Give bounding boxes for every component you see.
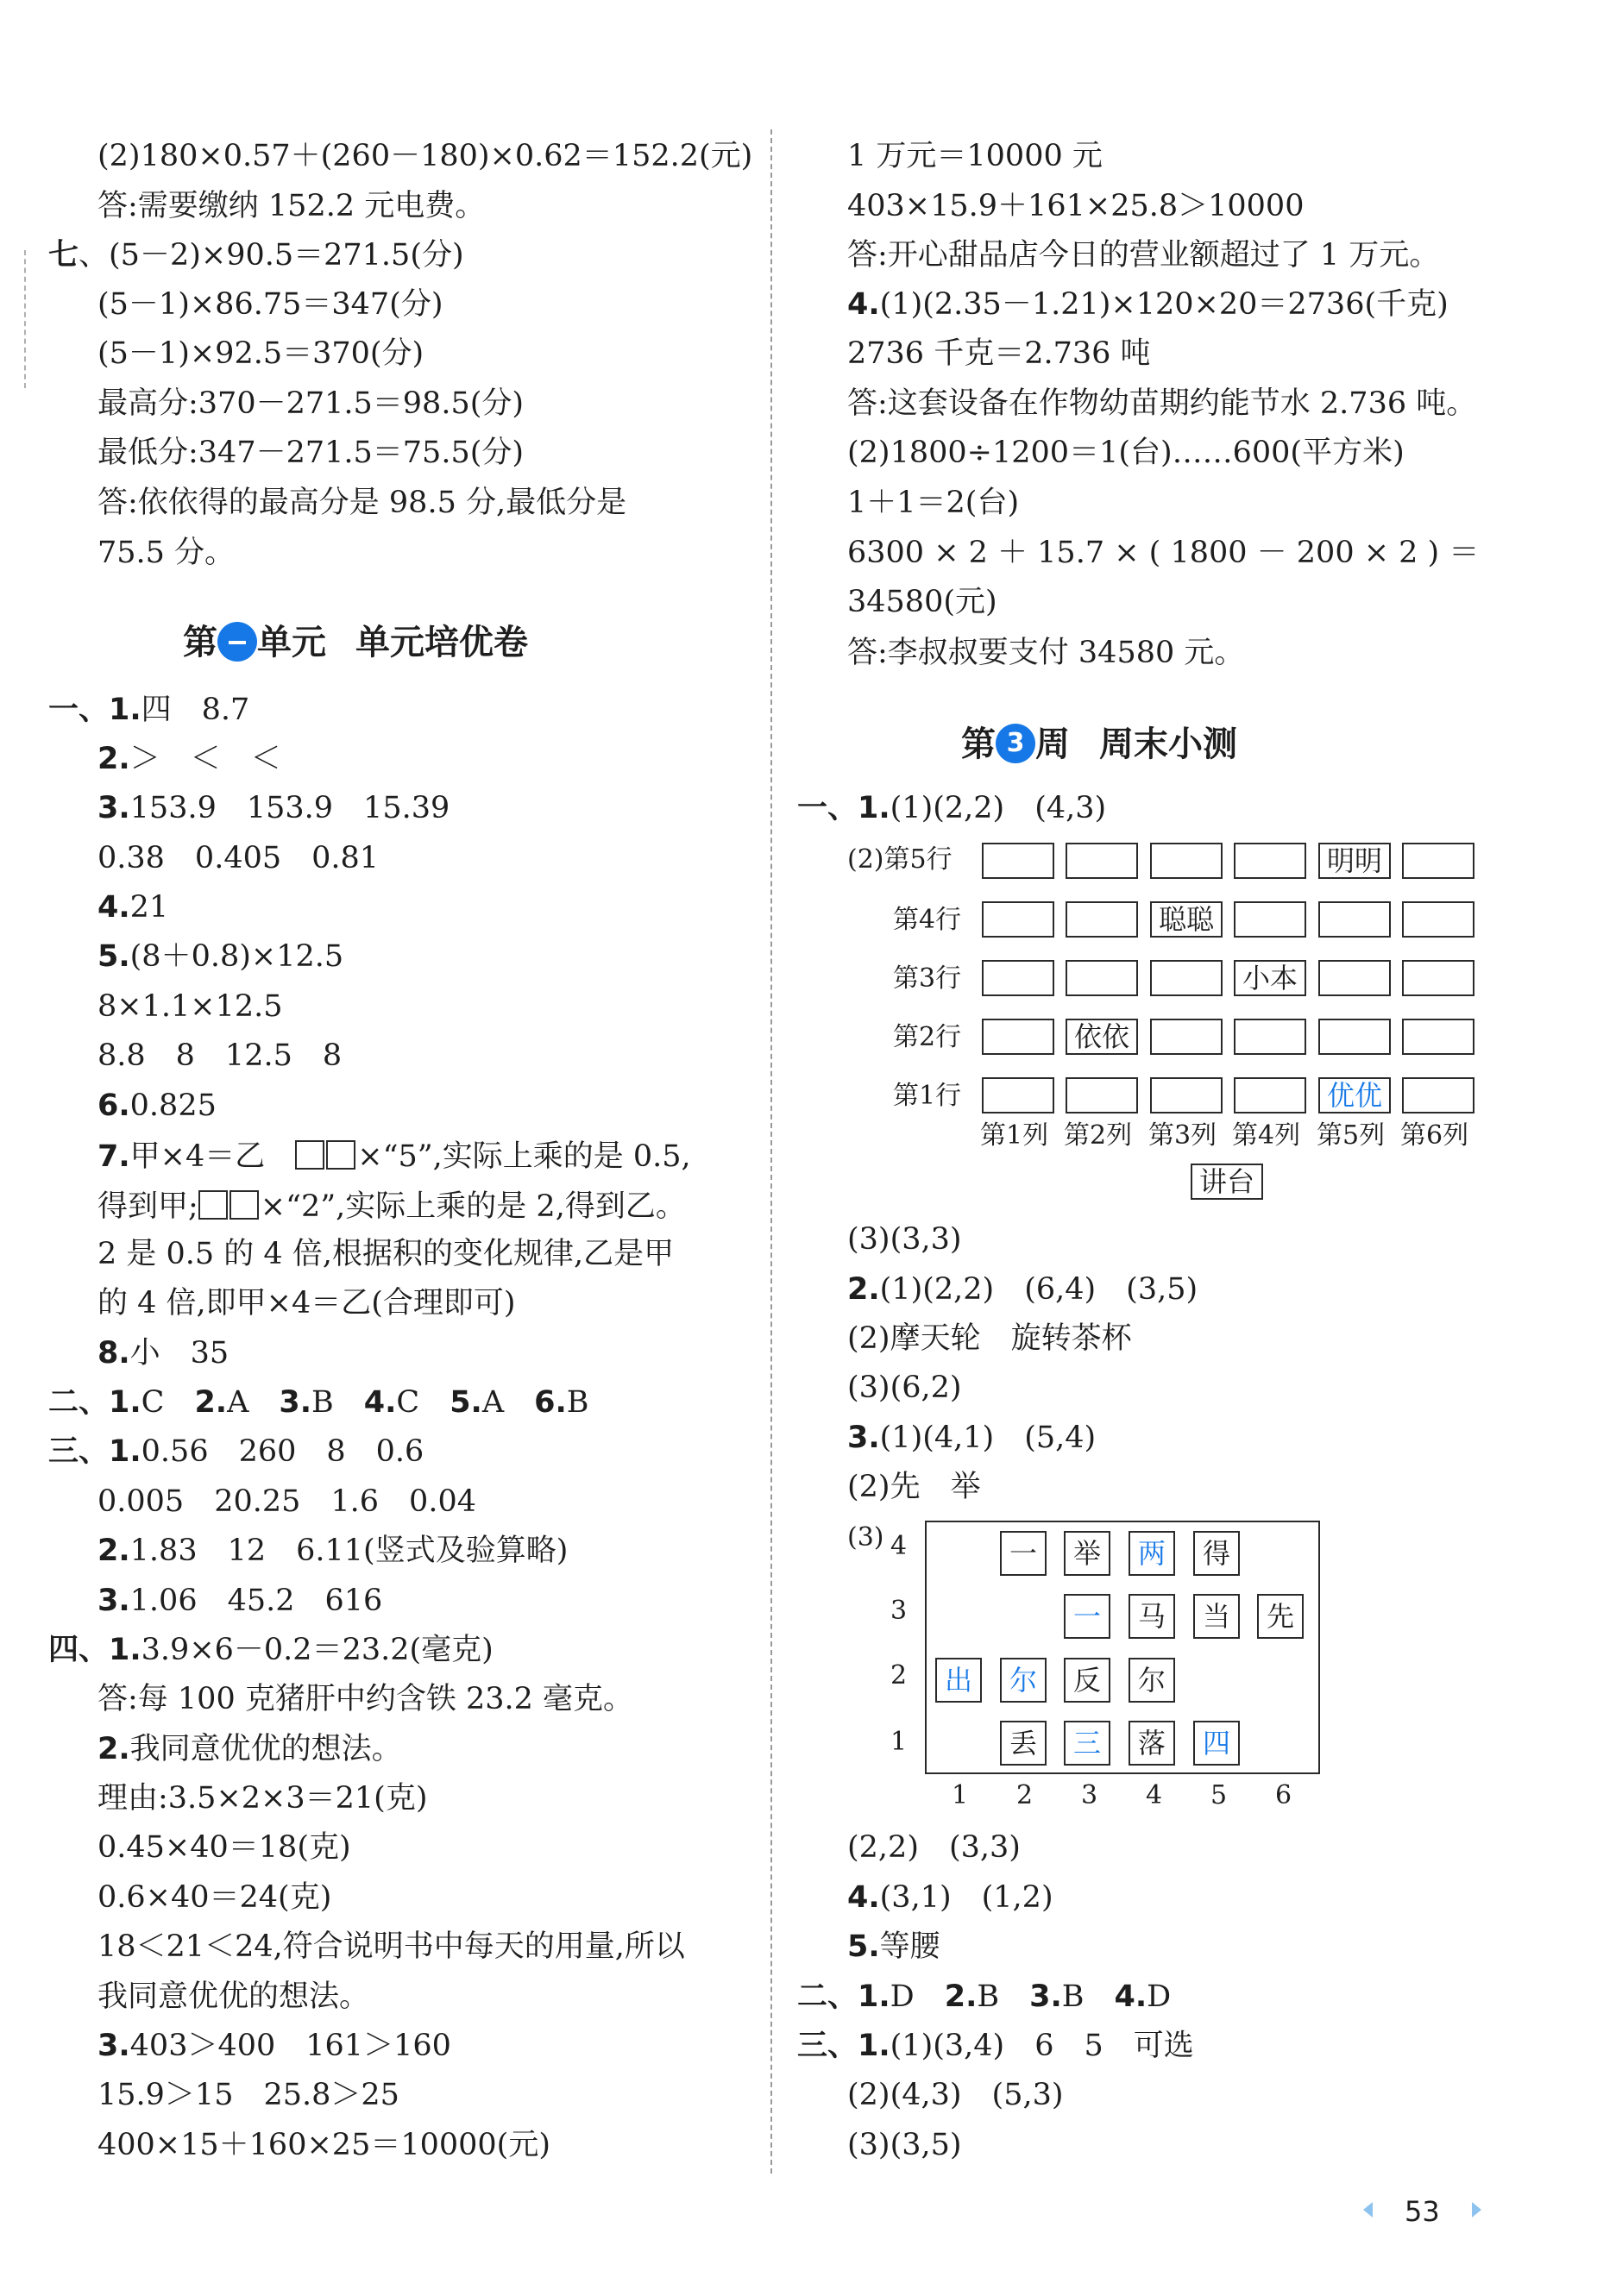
blank-box bbox=[229, 1190, 259, 1220]
char-cell-highlight: 出 bbox=[935, 1658, 982, 1703]
answer-line: 8.8 8 12.5 8 bbox=[97, 1038, 343, 1073]
seat-box bbox=[1234, 1019, 1306, 1055]
answer-line: 一、1.(1)(2,2) (4,3) bbox=[797, 791, 1107, 825]
answer-line: (3)(6,2) bbox=[847, 1371, 962, 1405]
col-label: 第6列 bbox=[1400, 1120, 1469, 1151]
answer-line: 答:每 100 克猪肝中约含铁 23.2 毫克。 bbox=[97, 1682, 634, 1716]
unit-number-badge bbox=[217, 622, 257, 662]
answer-line: 8×1.1×12.5 bbox=[97, 989, 283, 1024]
seat-box bbox=[1066, 901, 1138, 938]
answer-line: 15.9＞15 25.8＞25 bbox=[97, 2078, 399, 2112]
answer-line: 1＋1＝2(台) bbox=[847, 486, 1020, 520]
seat-box bbox=[1402, 843, 1474, 879]
answer-line: 2736 千克＝2.736 吨 bbox=[847, 336, 1151, 371]
char-cell: 丢 bbox=[1000, 1721, 1047, 1766]
answer-line: (2)(4,3) (5,3) bbox=[847, 2078, 1064, 2112]
answer-line: 5.等腰 bbox=[847, 1929, 940, 1964]
answer-line: (3)(3,5) bbox=[847, 2128, 962, 2162]
x-label: 2 bbox=[1016, 1780, 1034, 1810]
answer-line: 二、1.D 2.B 3.B 4.D bbox=[797, 1979, 1172, 2014]
answer-line: (5－1)×92.5＝370(分) bbox=[97, 336, 424, 371]
answer-line: 2.(1)(2,2) (6,4) (3,5) bbox=[847, 1272, 1198, 1307]
answer-line: 34580(元) bbox=[847, 585, 997, 619]
char-cell: 得 bbox=[1193, 1531, 1240, 1576]
answer-line: 0.6×40＝24(克) bbox=[97, 1880, 332, 1915]
answer-line: (2)1800÷1200＝1(台)……600(平方米) bbox=[847, 436, 1405, 470]
char-cell-highlight: 四 bbox=[1193, 1721, 1240, 1766]
blank-box bbox=[326, 1140, 355, 1170]
seat-box-name-highlight: 优优 bbox=[1318, 1077, 1391, 1113]
answer-line: 3.(1)(4,1) (5,4) bbox=[847, 1421, 1097, 1455]
y-label: 1 bbox=[890, 1727, 908, 1757]
char-cell: 落 bbox=[1129, 1721, 1175, 1766]
seat-box bbox=[1150, 1077, 1223, 1113]
char-cell: 反 bbox=[1064, 1658, 1110, 1703]
seat-box bbox=[982, 1019, 1054, 1055]
answer-line: 答:李叔叔要支付 34580 元。 bbox=[847, 636, 1245, 670]
x-label: 6 bbox=[1275, 1780, 1292, 1810]
seat-box bbox=[1402, 901, 1474, 938]
answer-line: 4.(1)(2.35－1.21)×120×20＝2736(千克) bbox=[847, 287, 1449, 322]
answer-line: 403×15.9＋161×25.8＞10000 bbox=[847, 189, 1305, 223]
answer-line: 6300 × 2 ＋ 15.7 × ( 1800 － 200 × 2 ) ＝ bbox=[847, 536, 1480, 570]
seat-box bbox=[1234, 901, 1306, 938]
seat-box bbox=[1402, 1077, 1474, 1113]
section-number: 七 bbox=[48, 238, 79, 273]
row-label: 第4行 bbox=[893, 905, 962, 935]
col-label: 第4列 bbox=[1232, 1120, 1301, 1151]
y-label: 2 bbox=[890, 1660, 908, 1691]
seat-box-name: 依依 bbox=[1066, 1019, 1138, 1055]
answer-line: 0.45×40＝18(克) bbox=[97, 1830, 351, 1865]
char-cell-highlight: 两 bbox=[1129, 1531, 1175, 1576]
answer-line: 的 4 倍,即甲×4＝乙(合理即可) bbox=[97, 1286, 516, 1321]
next-arrow-icon bbox=[1472, 2202, 1481, 2218]
answer-line: 6.0.825 bbox=[97, 1088, 217, 1123]
seat-box-name: 小本 bbox=[1234, 960, 1306, 996]
seat-box bbox=[982, 960, 1054, 996]
answer-line: 三、1.0.56 260 8 0.6 bbox=[48, 1434, 424, 1469]
seat-box-name: 明明 bbox=[1318, 843, 1391, 879]
answer-line: 四、1.3.9×6－0.2＝23.2(毫克) bbox=[48, 1633, 494, 1667]
page-number: 53 bbox=[1405, 2195, 1440, 2228]
x-label: 3 bbox=[1081, 1780, 1098, 1810]
seat-box bbox=[1402, 960, 1474, 996]
answer-line: (2,2) (3,3) bbox=[847, 1830, 1021, 1865]
answer-line: 答:依依得的最高分是 98.5 分,最低分是 bbox=[97, 486, 627, 520]
answer-line: 0.38 0.405 0.81 bbox=[97, 841, 380, 875]
answer-line: 75.5 分。 bbox=[97, 536, 236, 570]
answer-line: 2.1.83 12 6.11(竖式及验算略) bbox=[97, 1534, 569, 1568]
char-cell: 马 bbox=[1129, 1594, 1175, 1639]
week-title: 第 3 周 周末小测 bbox=[961, 725, 1237, 764]
answer-line: 2.＞ ＜ ＜ bbox=[97, 742, 281, 776]
col-label: 第1列 bbox=[980, 1120, 1049, 1151]
row-label: (2)第5行 bbox=[847, 844, 953, 875]
seat-box bbox=[1066, 843, 1138, 879]
answer-line: 答:开心甜品店今日的营业额超过了 1 万元。 bbox=[847, 238, 1440, 273]
answer-line: 0.005 20.25 1.6 0.04 bbox=[97, 1484, 476, 1519]
seat-box bbox=[1150, 960, 1223, 996]
x-label: 5 bbox=[1210, 1780, 1228, 1810]
answer-line: 2.我同意优优的想法。 bbox=[97, 1732, 402, 1766]
char-cell-highlight: 一 bbox=[1064, 1594, 1110, 1639]
answer-line: 我同意优优的想法。 bbox=[97, 1979, 370, 2014]
seat-box bbox=[982, 1077, 1054, 1113]
answer-line: 3.1.06 45.2 616 bbox=[97, 1584, 383, 1618]
seat-box bbox=[982, 843, 1054, 879]
unit-title: 第 单元 单元培优卷 bbox=[183, 623, 528, 662]
char-cell: 尔 bbox=[1129, 1658, 1175, 1703]
seat-box bbox=[1150, 1019, 1223, 1055]
seat-box-name: 聪聪 bbox=[1150, 901, 1223, 938]
answer-line: 得到甲; ×“2”,实际上乘的是 2,得到乙。 bbox=[97, 1189, 686, 1224]
col-label: 第3列 bbox=[1148, 1120, 1217, 1151]
blank-box bbox=[295, 1140, 324, 1170]
answer-line: 理由:3.5×2×3＝21(克) bbox=[97, 1781, 428, 1816]
answer-line: 3.153.9 153.9 15.39 bbox=[97, 791, 450, 825]
answer-line: 3.403＞400 161＞160 bbox=[97, 2029, 451, 2063]
y-label: 3 bbox=[890, 1596, 908, 1626]
row-label: 第1行 bbox=[893, 1081, 962, 1111]
seat-box bbox=[1150, 843, 1223, 879]
char-cell: 一 bbox=[1000, 1531, 1047, 1576]
col-label: 第5列 bbox=[1317, 1120, 1386, 1151]
week-number-badge: 3 bbox=[996, 724, 1035, 763]
row-label: 第2行 bbox=[893, 1022, 962, 1052]
answer-line: 8.小 35 bbox=[97, 1336, 229, 1371]
answer-line: (5－1)×86.75＝347(分) bbox=[97, 287, 443, 322]
answer-line: 7.甲×4＝乙 ×“5”,实际上乘的是 0.5, bbox=[97, 1139, 691, 1174]
answer-line: (2)先 举 bbox=[847, 1470, 981, 1504]
answer-line: 5.(8＋0.8)×12.5 bbox=[97, 939, 344, 974]
seat-box bbox=[1318, 901, 1391, 938]
char-cell: 先 bbox=[1257, 1594, 1304, 1639]
answer-line: 最低分:347－271.5＝75.5(分) bbox=[97, 436, 525, 470]
column-divider bbox=[770, 129, 772, 2174]
podium-box: 讲台 bbox=[1191, 1164, 1263, 1200]
seat-box bbox=[1318, 960, 1391, 996]
answer-line: 18＜21＜24,符合说明书中每天的用量,所以 bbox=[97, 1929, 685, 1964]
answer-line: 最高分:370－271.5＝98.5(分) bbox=[97, 386, 525, 421]
answer-line: (2)180×0.57＋(260－180)×0.62＝152.2(元) bbox=[97, 139, 753, 173]
col-label: 第2列 bbox=[1064, 1120, 1133, 1151]
seat-box bbox=[1402, 1019, 1474, 1055]
seat-box bbox=[1066, 1077, 1138, 1113]
answer-line: 1 万元＝10000 元 bbox=[847, 139, 1103, 173]
char-cell-highlight: 三 bbox=[1064, 1721, 1110, 1766]
y-label: 4 bbox=[890, 1531, 908, 1561]
x-label: 1 bbox=[952, 1780, 969, 1810]
x-label: 4 bbox=[1146, 1780, 1163, 1810]
answer-line: 三、1.(1)(3,4) 6 5 可选 bbox=[797, 2029, 1194, 2063]
answer-line: 2 是 0.5 的 4 倍,根据积的变化规律,乙是甲 bbox=[97, 1237, 675, 1271]
answer-line: 4.(3,1) (1,2) bbox=[847, 1880, 1053, 1915]
prev-arrow-icon bbox=[1363, 2202, 1373, 2218]
answer-line: 答:需要缴纳 152.2 元电费。 bbox=[97, 189, 486, 223]
seat-box bbox=[1234, 843, 1306, 879]
answer-line: (2)摩天轮 旋转茶杯 bbox=[847, 1321, 1132, 1356]
answer-line: 4.21 bbox=[97, 890, 169, 925]
margin-ticks bbox=[24, 250, 26, 388]
seat-box bbox=[1234, 1077, 1306, 1113]
grid-label: (3) bbox=[847, 1522, 884, 1553]
row-label: 第3行 bbox=[893, 963, 962, 994]
answer-line: 一、1.四 8.7 bbox=[48, 693, 250, 727]
char-cell-highlight: 尔 bbox=[1000, 1658, 1047, 1703]
seat-box bbox=[1066, 960, 1138, 996]
seat-box bbox=[1318, 1019, 1391, 1055]
answer-line: 400×15＋160×25＝10000(元) bbox=[97, 2128, 550, 2162]
blank-box bbox=[198, 1190, 228, 1220]
grid-frame bbox=[925, 1521, 1320, 1774]
seat-box bbox=[982, 901, 1054, 938]
answer-line: 二、1.C 2.A 3.B 4.C 5.A 6.B bbox=[48, 1385, 589, 1420]
answer-line: 七、(5－2)×90.5＝271.5(分) bbox=[48, 238, 464, 273]
char-cell: 举 bbox=[1064, 1531, 1110, 1576]
answer-line: (3)(3,3) bbox=[847, 1222, 962, 1257]
char-cell: 当 bbox=[1193, 1594, 1240, 1639]
answer-line: 答:这套设备在作物幼苗期约能节水 2.736 吨。 bbox=[847, 386, 1477, 421]
